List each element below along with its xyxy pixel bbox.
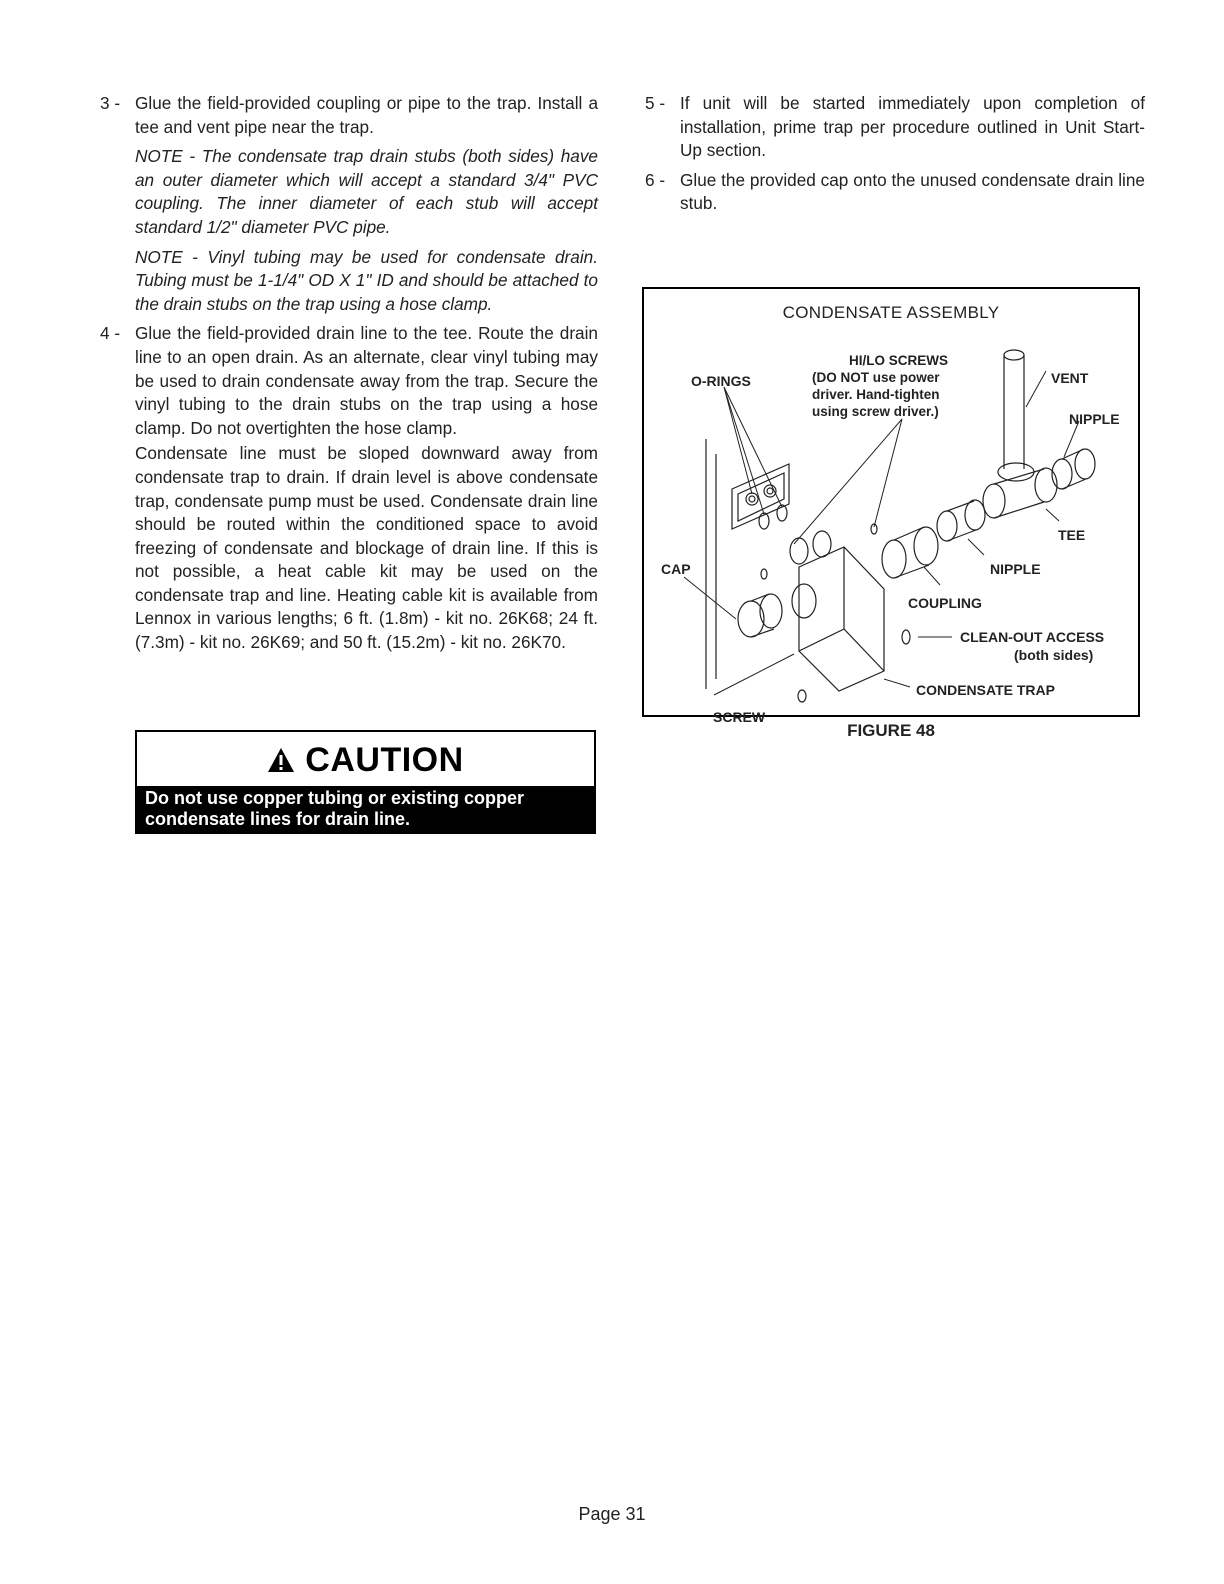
condensate-trap-label: CONDENSATE TRAP xyxy=(916,682,1055,698)
hilo-screws-label: HI/LO SCREWS xyxy=(849,353,949,368)
clean-out-both-sides-label: (both sides) xyxy=(1014,647,1094,663)
hilo-warning-line3: using screw driver.) xyxy=(812,404,939,419)
step-number: 5 - xyxy=(645,93,666,113)
step-body xyxy=(135,92,598,316)
hilo-warning-line2: driver. Hand-tighten xyxy=(812,387,940,402)
step-6 xyxy=(645,169,1145,216)
screw-label: SCREW xyxy=(713,709,766,725)
step-3 xyxy=(100,92,598,316)
note-vinyl-tubing: NOTE - Vinyl tubing may be used for condensate drain. Tubing must be 1-1/4" OD X 1" ID and should be attached to the drain stubs on the trap using a hose clamp. xyxy=(135,246,598,314)
clean-out-access-label: CLEAN-OUT ACCESS xyxy=(960,629,1105,645)
step-text: Glue the field-provided coupling or pipe to the trap. Install a tee and vent pipe near the trap. xyxy=(135,93,598,137)
caution-heading xyxy=(137,732,594,788)
step-number: 3 - xyxy=(100,93,121,113)
figure-caption: FIGURE 48 xyxy=(847,721,935,740)
page-number: Page 31 xyxy=(578,1504,646,1524)
o-rings-label: O-RINGS xyxy=(691,373,751,389)
step-text: Glue the field-provided drain line to the tee. Route the drain line to an open drain. As an alternate, clear vinyl tubing may be used to drain condensate away from the trap. Secure the vinyl tubing to the drain stubs on the trap using a hose clamp. Do not overtighten the hose clamp. xyxy=(135,323,598,438)
step-text-condensate-line: Condensate line must be sloped downward away from condensate trap to drain. If drain level is above condensate trap, condensate pump must be used. Condensate drain line should be routed within the conditioned space to avoid freezing of condensate and blockage of drain line. If this is not possible, a heat cable kit may be used on the condensate trap and line. Heating cable kit is available from Lennox in various lengths; 6 ft. (1.8m) - kit no. 26K68; 24 ft. (7.3m) - kit no. 26K69; and 50 ft. (15.2m) - kit no. 26K70. xyxy=(135,443,598,653)
caution-box xyxy=(135,730,596,834)
step-4 xyxy=(100,322,598,654)
step-text: Glue the provided cap onto the unused condensate drain line stub. xyxy=(680,169,1145,214)
step-number: 4 - xyxy=(100,323,121,344)
coupling-label: COUPLING xyxy=(908,595,982,611)
step-body xyxy=(135,322,598,654)
tee-label: TEE xyxy=(1058,527,1086,543)
caution-title: CAUTION xyxy=(305,740,464,779)
right-column xyxy=(645,92,1145,222)
caution-message: Do not use copper tubing or existing copper condensate lines for drain line. xyxy=(137,786,594,832)
vent-label: VENT xyxy=(1051,370,1089,386)
nipple-top-label: NIPPLE xyxy=(1069,411,1120,427)
figure-title: CONDENSATE ASSEMBLY xyxy=(782,303,1000,322)
step-text: If unit will be started immediately upon completion of installation, prime trap per procedure outlined in Unit Start-Up section. xyxy=(680,93,1145,161)
note-drain-stubs: NOTE - The condensate trap drain stubs (both sides) have an outer diameter which will accept a standard 3/4" PVC coupling. The inner diameter of each stub will accept standard 1/2" diameter PVC pipe. xyxy=(135,146,598,237)
condensate-assembly-figure xyxy=(642,287,1140,725)
step-5 xyxy=(645,92,1145,163)
hilo-warning-line1: (DO NOT use power xyxy=(812,370,940,385)
nipple-mid-label: NIPPLE xyxy=(990,561,1041,577)
warning-triangle-icon xyxy=(267,747,295,773)
cap-label: CAP xyxy=(661,561,691,577)
left-column xyxy=(100,92,598,661)
step-number: 6 - xyxy=(645,169,666,190)
